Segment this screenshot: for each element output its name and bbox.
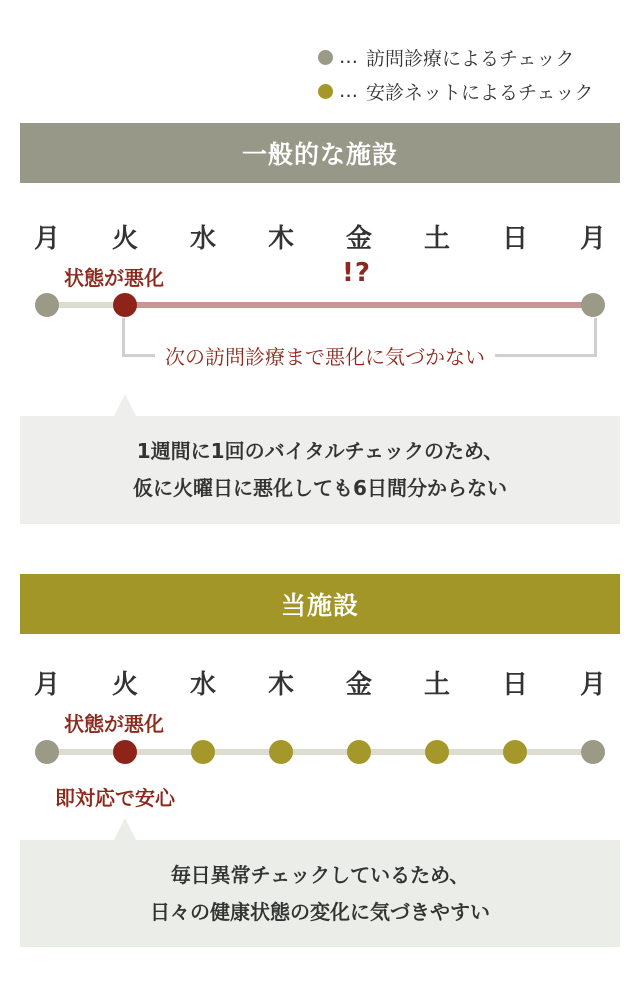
unnoticed-bracket-label: 次の訪問診療まで悪化に気づかない (155, 341, 495, 370)
legend-item-visit (318, 40, 628, 74)
general-day-tue: 火 (111, 224, 138, 254)
ours-dot-visit-mon (35, 740, 59, 764)
general-day-sat: 土 (423, 224, 450, 254)
general-day-mon-2: 月 (579, 224, 606, 254)
legend (318, 40, 628, 108)
ours-callout (20, 840, 620, 947)
general-callout (20, 416, 620, 524)
general-day-mon-1: 月 (33, 224, 60, 254)
ours-dot-net-wed (191, 740, 215, 764)
ours-callout-line-2: 日々の健康状態の変化に気づきやすい (150, 899, 490, 924)
ours-day-fri: 金 (345, 670, 372, 700)
legend-item-net (318, 74, 628, 108)
general-dot-visit-mon (35, 293, 59, 317)
ours-dot-net-sat (425, 740, 449, 764)
legend-dot-gray-icon (318, 50, 333, 65)
general-line-unnoticed-segment (125, 302, 593, 308)
ours-day-sat: 土 (423, 670, 450, 700)
legend-dot-olive-icon (318, 84, 333, 99)
legend-label-net: 安診ネットによるチェック (366, 81, 594, 104)
legend-ellipsis: … (339, 46, 358, 68)
general-facility-title: 一般的な施設 (241, 140, 398, 169)
our-facility-title: 当施設 (280, 591, 359, 620)
legend-label-visit: 訪問診療によるチェック (366, 47, 575, 70)
ours-callout-line-1: 毎日異常チェックしているため、 (170, 862, 470, 887)
general-day-thu: 木 (267, 224, 294, 254)
ours-dot-visit-next-mon (581, 740, 605, 764)
ours-dot-net-sun (503, 740, 527, 764)
general-callout-line-2: 仮に火曜日に悪化しても6日間分からない (133, 476, 507, 500)
general-callout-pointer (114, 394, 136, 416)
ours-relief-label: 即対応で安心 (55, 786, 175, 810)
general-facility-header (20, 123, 620, 183)
general-dot-visit-next-mon (581, 293, 605, 317)
general-callout-line-1: 1週間に1回のバイタルチェックのため、 (136, 439, 504, 463)
legend-ellipsis: … (339, 80, 358, 102)
ours-worse-label: 状態が悪化 (64, 712, 164, 736)
general-day-sun: 日 (501, 224, 528, 254)
ours-dot-net-fri (347, 740, 371, 764)
general-dot-worse-tue (113, 293, 137, 317)
our-facility-header (20, 574, 620, 634)
ours-day-wed: 水 (189, 670, 216, 700)
ours-day-mon-2: 月 (579, 670, 606, 700)
ours-dot-net-thu (269, 740, 293, 764)
general-day-wed: 水 (189, 224, 216, 254)
ours-dot-worse-tue (113, 740, 137, 764)
ours-day-sun: 日 (501, 670, 528, 700)
general-day-fri: 金 (345, 224, 372, 254)
ours-callout-pointer (114, 818, 136, 840)
ours-day-thu: 木 (267, 670, 294, 700)
ours-day-tue: 火 (111, 670, 138, 700)
ours-day-mon-1: 月 (33, 670, 60, 700)
general-worse-label: 状態が悪化 (64, 266, 164, 290)
question-mark-label: !? (342, 258, 371, 288)
